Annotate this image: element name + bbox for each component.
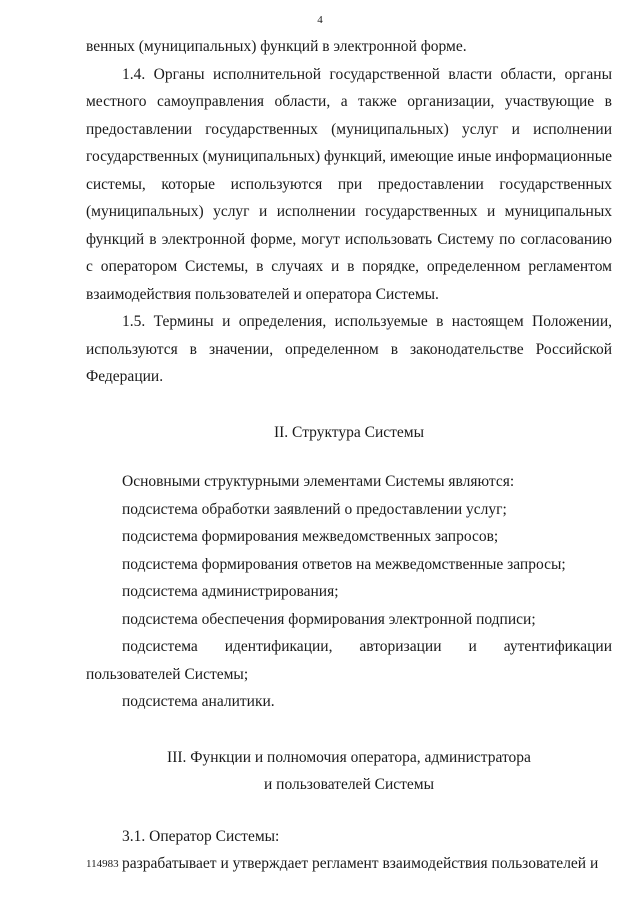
list-item: подсистема администрирования; <box>122 583 339 600</box>
list-item: подсистема обеспечения формирования электронной подписи; <box>122 610 536 628</box>
section-3-heading-line-2: и пользователей Системы <box>263 776 434 793</box>
list-item: подсистема аналитики. <box>122 693 275 710</box>
document-code: 114983 <box>86 858 119 870</box>
page-number: 4 <box>317 14 323 26</box>
section-3-1-heading: 3.1. Оператор Системы: <box>122 827 280 845</box>
paragraph-1-4: 1.4. Органы исполнительной государственной власти области, органы местного самоуправления области, а также организации, участвующие в предоставлении государственных (муниципальных) услуг и исполнении государственных (муниципальных) функций, имеющие иные информационные системы, которые используются при предоставлении государственных (муниципальных) услуг и исполнении государственных и муниципальных функций в электронной форме, могут использовать Систему по согласованию с оператором Системы, в случаях и в порядке, определенном регламентом взаимодействия пользователей и оператора Системы. <box>86 65 612 303</box>
document-body <box>86 33 612 878</box>
list-item: подсистема обработки заявлений о предоставлении услуг; <box>122 500 507 518</box>
section-2-intro: Основными структурными элементами Системы являются: <box>122 473 515 490</box>
list-item: подсистема формирования ответов на межведомственные запросы; <box>122 555 566 573</box>
list-item: подсистема идентификации, авторизации и аутентификации пользователей Системы; <box>86 638 612 683</box>
section-2-heading: II. Структура Системы <box>273 423 424 441</box>
paragraph-continuation: венных (муниципальных) функций в электронной форме. <box>86 38 467 55</box>
paragraph-1-5: 1.5. Термины и определения, используемые в настоящем Положении, используются в значении, определенном в законодательстве Российской Федерации. <box>86 313 612 385</box>
section-2-list <box>86 468 612 716</box>
section-3-1-item: разрабатывает и утверждает регламент взаимодействия пользователей и <box>122 855 599 872</box>
list-item: подсистема формирования межведомственных запросов; <box>122 528 499 545</box>
section-3-heading-line-1: III. Функции и полномочия оператора, администратора <box>167 748 531 766</box>
